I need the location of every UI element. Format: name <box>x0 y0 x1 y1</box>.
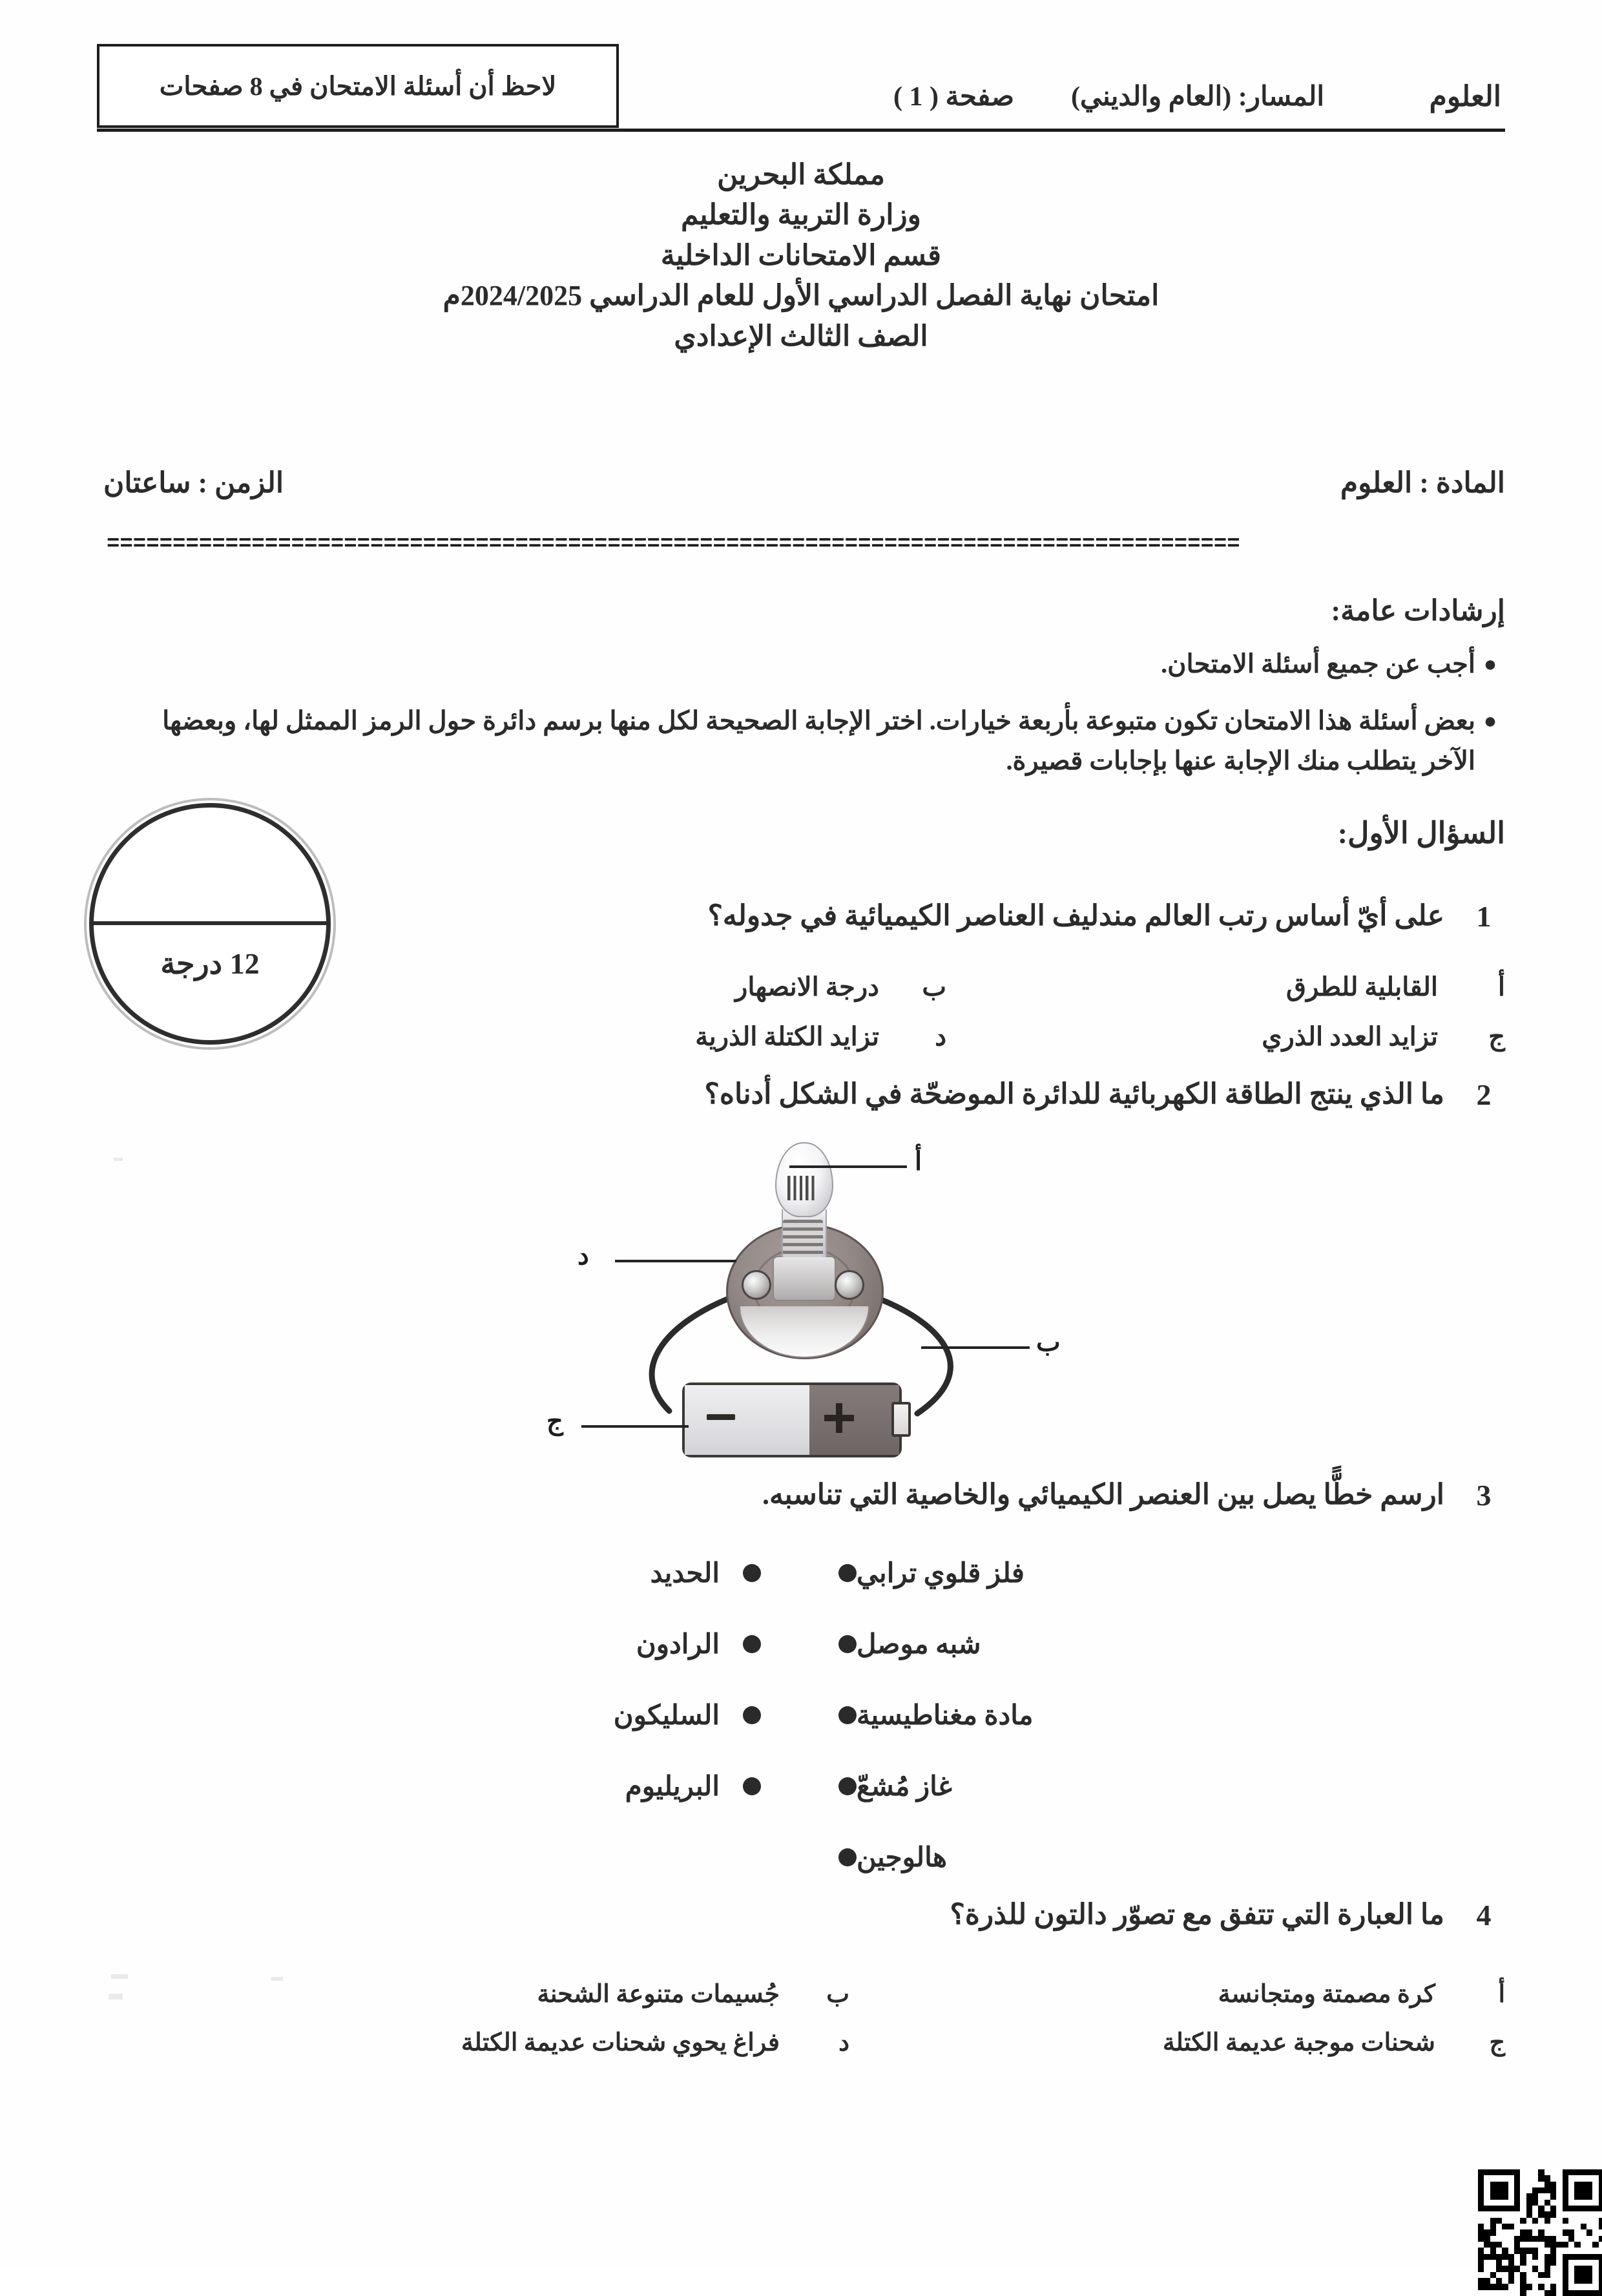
matching-row <box>504 1822 1150 1893</box>
battery-plus-icon <box>824 1403 854 1433</box>
department-name: قسم الامتحانات الداخلية <box>660 239 942 271</box>
option-d[interactable] <box>388 1021 946 1052</box>
option-d-label: تزايد الكتلة الذرية <box>695 1022 879 1051</box>
bullet-icon: ● <box>1483 652 1497 676</box>
option-b[interactable] <box>194 1979 849 2009</box>
option-a-label: القابلية للطرق <box>1286 972 1438 1001</box>
light-bulb <box>705 1142 899 1355</box>
time-label: الزمن : ساعتان <box>103 467 284 499</box>
question-4 <box>413 1898 1505 1932</box>
leader-line-a <box>789 1165 907 1168</box>
battery-minus-icon <box>707 1414 735 1420</box>
option-d-label: فراغ يحوي شحنات عديمة الكتلة <box>461 2029 780 2056</box>
element-label: الحديد <box>650 1559 720 1589</box>
figure-label-b: ب <box>1036 1328 1061 1357</box>
element-dot[interactable] <box>743 1635 761 1653</box>
material-label: المادة : العلوم <box>1340 467 1505 499</box>
scan-artifact <box>111 1974 128 1979</box>
instruction-item <box>97 644 1505 684</box>
element-dot[interactable] <box>743 1777 761 1795</box>
question-2 <box>413 1078 1505 1112</box>
pages-note-text: لاحظ أن أسئلة الامتحان في 8 صفحات <box>159 71 557 101</box>
question-1 <box>413 899 1505 934</box>
matching-exercise <box>0 1538 1602 1886</box>
property-label: فلز قلوي ترابي <box>857 1559 1025 1589</box>
grade-level: الصف الثالث الإعدادي <box>674 320 928 352</box>
figure-label-d: د <box>577 1241 589 1270</box>
header-page-number: صفحة ( 1 ) <box>893 82 1014 112</box>
instructions-block <box>97 594 1505 781</box>
question-2-number: 2 <box>1476 1078 1492 1111</box>
battery <box>682 1383 903 1452</box>
element-dot[interactable] <box>743 1706 761 1724</box>
instruction-text: بعض أسئلة هذا الامتحان تكون متبوعة بأربعة خيارات. اختر الإجابة الصحيحة لكل منها برسم دائرة حول الرمز الممثل لها، وبعضها الآخر يتطلب منك الإجابة عنها بإجابات قصيرة. <box>162 706 1475 775</box>
option-c[interactable] <box>849 2028 1505 2057</box>
country-name: مملكة البحرين <box>717 159 885 191</box>
element-label: الرادون <box>636 1630 720 1660</box>
ministry-block <box>0 155 1602 357</box>
option-c[interactable] <box>946 1021 1505 1052</box>
property-dot[interactable] <box>838 1848 857 1866</box>
battery-body <box>682 1383 902 1457</box>
question-1-options <box>388 972 1505 1052</box>
page-header <box>97 70 1505 132</box>
property-label: مادة مغناطيسية <box>857 1701 1034 1731</box>
bulb-collar <box>773 1256 836 1301</box>
header-rule <box>97 129 1505 132</box>
leader-line-b <box>921 1346 1030 1349</box>
grade-circle-value: 12 درجة <box>160 947 260 980</box>
ministry-name: وزارة التربية والتعليم <box>681 199 921 231</box>
option-c-key: ج <box>1489 2029 1505 2056</box>
bullet-icon: ● <box>1483 709 1497 733</box>
instruction-text: أجب عن جميع أسئلة الامتحان. <box>1161 649 1475 678</box>
leader-line-d <box>615 1260 736 1262</box>
scan-artifact <box>114 1158 123 1161</box>
option-c-key: ج <box>1488 1022 1505 1051</box>
element-label: البريليوم <box>625 1772 720 1802</box>
bulb-terminal-right <box>835 1270 864 1300</box>
figure-label-a: أ <box>915 1147 922 1176</box>
question-2-text: ما الذي ينتج الطاقة الكهربائية للدائرة الموضحّة في الشكل أدناه؟ <box>704 1078 1444 1110</box>
section-title: السؤال الأول: <box>1337 817 1505 850</box>
option-d[interactable] <box>194 2028 849 2057</box>
bulb-terminal-left <box>742 1270 771 1300</box>
option-c-label: شحنات موجبة عديمة الكتلة <box>1162 2029 1435 2056</box>
element-dot[interactable] <box>743 1564 761 1582</box>
header-subject: العلوم <box>1429 81 1501 112</box>
header-track: المسار: (العام والديني) <box>1071 82 1324 112</box>
grade-circle <box>89 803 331 1045</box>
battery-negative-half <box>685 1385 809 1455</box>
instruction-item <box>97 701 1505 781</box>
qr-code <box>1478 2169 1602 2266</box>
matching-row <box>504 1751 1150 1822</box>
option-a[interactable] <box>946 972 1505 1002</box>
bulb-threads <box>783 1220 823 1257</box>
option-b-label: جُسيمات متنوعة الشحنة <box>537 1981 780 2008</box>
circuit-diagram <box>0 1137 1602 1473</box>
bulb-filament-icon <box>785 1176 819 1200</box>
option-b-key: ب <box>922 972 946 1001</box>
option-a-key: أ <box>1497 972 1505 1001</box>
option-b[interactable] <box>388 972 946 1002</box>
option-b-label: درجة الانصهار <box>735 972 879 1001</box>
question-1-number: 1 <box>1476 900 1492 933</box>
scan-artifact <box>109 1994 123 1999</box>
property-label: غاز مُشعّ <box>857 1772 952 1802</box>
question-1-text: على أيّ أساس رتب العالم مندليف العناصر الكيميائية في جدوله؟ <box>707 900 1444 932</box>
pages-note-box <box>97 44 619 128</box>
property-label: هالوجين <box>857 1843 948 1873</box>
matching-row <box>504 1609 1150 1680</box>
matching-row <box>504 1680 1150 1751</box>
qr-code-grid <box>1478 2169 1602 2296</box>
matching-rows <box>504 1538 1150 1893</box>
property-dot[interactable] <box>838 1777 857 1795</box>
question-3 <box>413 1478 1505 1512</box>
scan-artifact <box>271 1977 283 1981</box>
leader-line-c <box>581 1425 689 1428</box>
element-label: السليكون <box>613 1701 720 1731</box>
figure-label-c: ج <box>546 1406 563 1435</box>
question-4-number: 4 <box>1476 1899 1492 1932</box>
question-4-options <box>194 1979 1505 2057</box>
option-a-key: أ <box>1498 1981 1505 2008</box>
option-c-label: تزايد العدد الذري <box>1262 1022 1438 1051</box>
subject-time-row <box>103 466 1505 505</box>
question-3-number: 3 <box>1476 1479 1492 1512</box>
property-dot[interactable] <box>838 1564 857 1582</box>
property-dot[interactable] <box>838 1706 857 1724</box>
option-d-key: د <box>935 1022 946 1051</box>
matching-row-spacer <box>753 1848 761 1866</box>
option-d-key: د <box>838 2029 849 2056</box>
instructions-title: إرشادات عامة: <box>1331 595 1505 627</box>
property-label: شبه موصل <box>857 1630 981 1660</box>
exam-title: امتحان نهاية الفصل الدراسي الأول للعام الدراسي 2024/2025م <box>442 280 1160 312</box>
bulb-base-bottom <box>739 1306 869 1358</box>
question-3-text: ارسم خطًّا يصل بين العنصر الكيميائي والخاصية التي تناسبه. <box>762 1479 1444 1510</box>
grade-circle-divider <box>91 921 329 925</box>
option-a-label: كرة مصمتة ومتجانسة <box>1218 1981 1435 2008</box>
option-b-key: ب <box>826 1981 849 2008</box>
option-a[interactable] <box>849 1979 1505 2009</box>
matching-row <box>504 1538 1150 1609</box>
battery-terminal-nub <box>891 1402 911 1437</box>
circuit-diagram-inner <box>546 1137 1061 1473</box>
question-4-text: ما العبارة التي تتفق مع تصوّر دالتون للذرة؟ <box>950 1899 1444 1930</box>
property-dot[interactable] <box>838 1635 857 1653</box>
battery-positive-half <box>809 1385 899 1455</box>
dashed-separator: ====================================================================================== <box>107 532 1240 557</box>
